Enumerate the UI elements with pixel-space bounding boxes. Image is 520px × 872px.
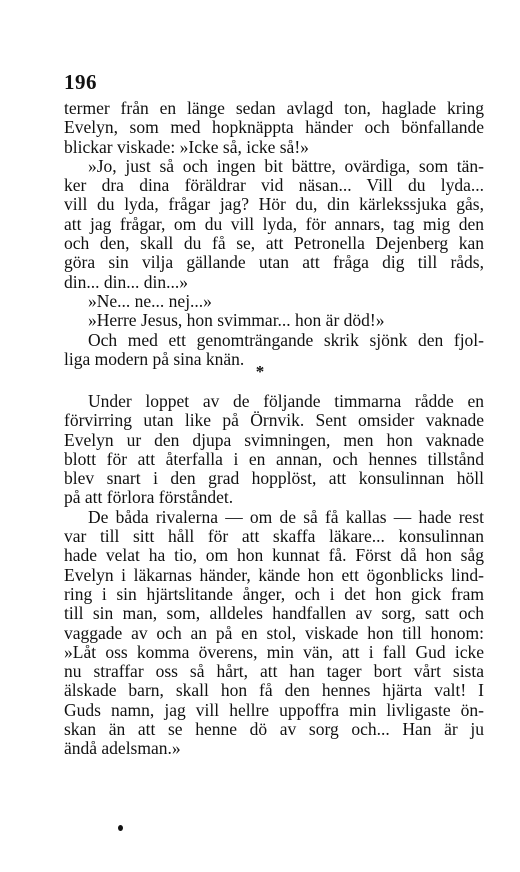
text-line: Evelyn, som med hopknäppta händer och bönfallande bbox=[64, 117, 484, 138]
text-line: att jag frågar, om du vill lyda, för annars, tag mig den bbox=[64, 213, 484, 234]
ink-speck bbox=[118, 825, 123, 831]
text-line: var till sitt håll för att skaffa läkare... konsulinnan bbox=[64, 526, 484, 547]
text-line: hade velat ha tio, om hon kunnat få. Först då hon såg bbox=[64, 545, 484, 566]
text-line: ker dra dina föräldrar vid näsan... Vill du lyda... bbox=[64, 175, 484, 196]
text-block-lower bbox=[64, 392, 484, 759]
section-break-asterisk: * bbox=[255, 362, 265, 381]
text-line: ring i sin hjärtslitande ånger, och i det hon gick fram bbox=[64, 583, 484, 604]
text-line: De båda rivalerna — om de så få kallas — hade rest bbox=[88, 506, 484, 527]
text-line: till sin man, som, alldeles handfallen av sorg, satt och bbox=[64, 603, 484, 624]
text-line: »Herre Jesus, hon svimmar... hon är död!» bbox=[88, 310, 385, 331]
text-line: vaggade av och an på en stol, viskade hon till honom: bbox=[64, 622, 484, 643]
text-line: Under loppet av de följande timmarna rådde en bbox=[88, 391, 484, 411]
text-line: älskade barn, skall hon få den hennes hjärta valt! I bbox=[64, 680, 484, 701]
text-line: Guds namn, jag vill hellre uppoffra min livligaste ön- bbox=[64, 699, 484, 720]
text-line: ändå adelsman.» bbox=[64, 738, 181, 759]
text-line: på att förlora förståndet. bbox=[64, 487, 234, 508]
text-line: Evelyn i läkarnas händer, kände hon ett ögonblicks lind- bbox=[64, 564, 484, 585]
text-line: blickar viskade: »Icke så, icke så!» bbox=[64, 136, 309, 157]
text-line: Och med ett genomträngande skrik sjönk den fjol- bbox=[88, 329, 484, 350]
page-number: 196 bbox=[64, 70, 97, 94]
text-line: »Låt oss komma överens, min vän, att i fall Gud icke bbox=[64, 641, 484, 662]
text-line: nu straffar oss så hårt, att han tager bort vårt sista bbox=[64, 661, 484, 682]
text-line: liga modern på sina knän. bbox=[64, 348, 245, 369]
text-line: »Ne... ne... nej...» bbox=[88, 290, 212, 311]
text-line: blott för att återfalla i en annan, och hennes tillstånd bbox=[64, 448, 484, 469]
text-line: göra sin vilja gällande utan att fråga dig till råds, bbox=[64, 252, 484, 273]
text-line: blev snart i den grad hopplöst, att konsulinnan höll bbox=[64, 468, 484, 489]
text-line: och den, skall du få se, att Petronella Dejenberg kan bbox=[64, 233, 484, 254]
text-line: termer från en länge sedan avlagd ton, haglade kring bbox=[64, 98, 484, 118]
text-line: din... din... din...» bbox=[64, 271, 188, 292]
text-block-upper bbox=[64, 99, 484, 369]
text-line: Evelyn ur den djupa svimningen, men hon vaknade bbox=[64, 429, 484, 450]
text-line: förvirring utan like på Örnvik. Sent omsider vaknade bbox=[64, 410, 484, 431]
text-line: skan än att se henne dö av sorg och... Han är ju bbox=[64, 719, 484, 740]
text-line: vill du lyda, frågar jag? Hör du, din kärlekssjuka gås, bbox=[64, 194, 484, 215]
text-line: »Jo, just så och ingen bit bättre, ovärdiga, som tän- bbox=[88, 155, 484, 176]
